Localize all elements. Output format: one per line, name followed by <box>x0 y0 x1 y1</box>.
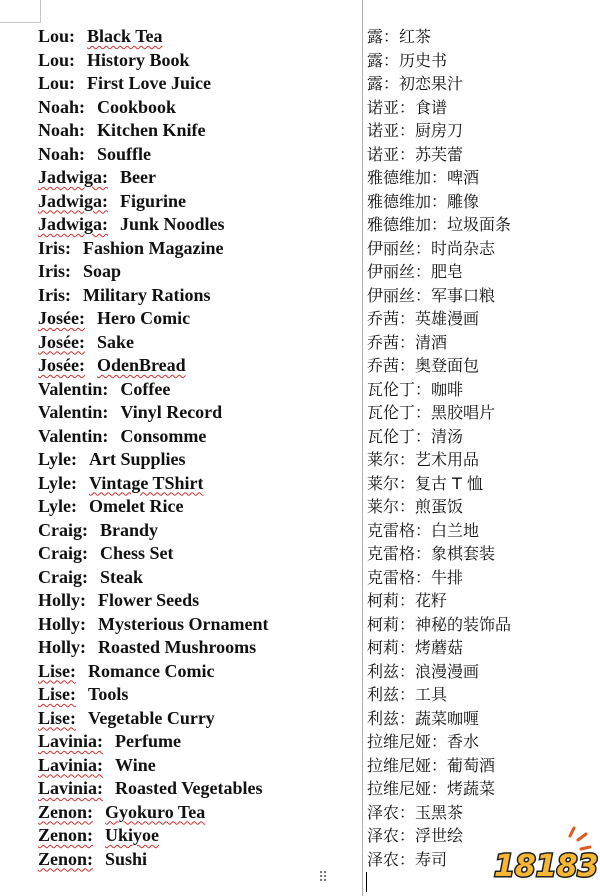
gift-row-zh: 拉维尼娅：葡萄酒 <box>367 755 496 775</box>
character-name: Craig: <box>38 566 88 587</box>
character-name: Iris: <box>38 284 71 305</box>
gift-row-en <box>38 730 358 754</box>
character-name: Lavinia: <box>38 731 104 751</box>
gift-row-en <box>38 801 358 825</box>
gift-name: History Book <box>87 49 190 70</box>
gift-row-en <box>38 401 358 425</box>
gift-row-zh: 利兹：蔬菜咖喱 <box>367 708 480 728</box>
character-name: Lyle: <box>38 449 77 469</box>
gift-row-zh: 露：红茶 <box>367 27 432 46</box>
gift-row-zh: 瓦伦丁：咖啡 <box>367 379 464 399</box>
chinese-gift-list <box>367 25 597 871</box>
gift-name: Kitchen Knife <box>97 120 206 140</box>
gift-row-zh: 伊丽丝：时尚杂志 <box>367 238 496 258</box>
gift-row-zh: 露：历史书 <box>367 50 448 70</box>
logo-text: 18183 <box>494 849 598 884</box>
gift-name: Souffle <box>97 143 152 164</box>
gift-row-en <box>38 613 358 637</box>
gift-row-en <box>38 425 358 449</box>
gift-name: Vinyl Record <box>120 402 223 422</box>
character-name: Valentin: <box>38 425 109 446</box>
logo-sparkle-icon <box>570 828 590 849</box>
character-name: Noah: <box>38 96 86 117</box>
gift-row-en <box>38 495 358 519</box>
character-name: Jadwiga: <box>38 190 109 211</box>
gift-row-en <box>38 566 358 590</box>
gift-row-zh: 泽农：寿司 <box>367 849 448 869</box>
gift-row-en <box>38 542 358 566</box>
gift-name: Coffee <box>120 378 171 399</box>
gift-name: Black Tea <box>87 26 163 46</box>
gift-name: Fashion Magazine <box>83 237 224 258</box>
gift-row-en <box>38 331 358 355</box>
gift-row-zh: 伊丽丝：肥皂 <box>367 262 464 281</box>
gift-row-zh: 利兹：工具 <box>367 685 448 704</box>
gift-row-en <box>38 284 358 308</box>
character-name: Lise: <box>38 684 76 704</box>
gift-row-zh: 雅德维加：垃圾面条 <box>367 215 512 234</box>
character-name: Craig: <box>38 543 88 563</box>
gift-name: Soap <box>83 261 122 281</box>
gift-row-en <box>38 307 358 331</box>
character-name: Holly: <box>38 637 86 657</box>
english-gift-list <box>38 25 358 871</box>
gift-row-zh: 拉维尼娅：烤蔬菜 <box>367 779 496 798</box>
character-name: Zenon: <box>38 825 94 845</box>
character-name: Noah: <box>38 143 86 164</box>
gift-row-zh: 克雷格：白兰地 <box>367 520 480 540</box>
gift-name: Vintage TShirt <box>89 472 204 493</box>
character-name: Valentin: <box>38 402 109 422</box>
gift-row-en <box>38 589 358 613</box>
character-name: Holly: <box>38 613 86 634</box>
gift-name: Figurine <box>120 190 187 211</box>
gift-row-zh: 瓦伦丁：清汤 <box>367 426 464 446</box>
character-name: Noah: <box>38 120 86 140</box>
gift-row-en <box>38 25 358 49</box>
gift-row-en <box>38 636 358 660</box>
gift-row-zh: 柯莉：神秘的装饰品 <box>367 614 512 634</box>
gift-row-en <box>38 660 358 684</box>
gift-name: Military Rations <box>83 284 211 305</box>
gift-name: Junk Noodles <box>120 214 225 234</box>
gift-row-en <box>38 72 358 96</box>
gift-name: Omelet Rice <box>89 496 184 516</box>
character-name: Iris: <box>38 237 71 258</box>
gift-name: Roasted Vegetables <box>115 778 263 798</box>
gift-name: Mysterious Ornament <box>98 613 269 634</box>
gift-row-zh: 诺亚：食谱 <box>367 97 448 117</box>
character-name: Lou: <box>38 73 76 93</box>
gift-row-en <box>38 143 358 167</box>
gift-name: Perfume <box>115 731 181 751</box>
character-name: Zenon: <box>38 801 94 822</box>
character-name: Josée: <box>38 308 85 328</box>
gift-name: Sushi <box>105 848 148 869</box>
gift-row-en <box>38 519 358 543</box>
gift-row-zh: 雅德维加：啤酒 <box>367 168 480 187</box>
gift-name: Romance Comic <box>88 660 215 681</box>
gift-name: First Love Juice <box>87 73 211 93</box>
gift-row-en <box>38 448 358 472</box>
gift-name: OdenBread <box>96 355 186 375</box>
gift-row-en <box>38 166 358 190</box>
gift-name: Tools <box>88 684 129 704</box>
character-name: Lyle: <box>38 496 77 516</box>
gift-name: Ukiyoe <box>105 825 160 845</box>
gift-row-en <box>38 190 358 214</box>
gift-row-en <box>38 777 358 801</box>
gift-row-zh: 诺亚：厨房刀 <box>367 121 464 140</box>
gift-name: Beer <box>120 167 156 187</box>
gift-row-en <box>38 824 358 848</box>
gift-row-en <box>38 213 358 237</box>
gift-row-en <box>38 848 358 872</box>
gift-row-zh: 雅德维加：雕像 <box>367 191 480 211</box>
character-name: Jadwiga: <box>38 167 109 187</box>
gift-name: Wine <box>115 754 156 775</box>
gift-name: Consomme <box>120 425 207 446</box>
gift-row-zh: 莱尔：煎蛋饭 <box>367 497 464 516</box>
character-name: Lavinia: <box>38 754 104 775</box>
text-cursor <box>366 872 367 892</box>
gift-row-en <box>38 378 358 402</box>
gift-row-zh: 莱尔：复古 T 恤 <box>367 473 483 493</box>
gift-row-en <box>38 754 358 778</box>
character-name: Lyle: <box>38 472 77 493</box>
gift-row-zh: 柯莉：烤蘑菇 <box>367 638 464 657</box>
character-name: Jadwiga: <box>38 214 109 234</box>
gift-row-en <box>38 707 358 731</box>
gift-row-en <box>38 260 358 284</box>
gift-row-zh: 泽农：浮世绘 <box>367 826 464 845</box>
gift-row-zh: 乔茜：奥登面包 <box>367 356 480 375</box>
character-name: Lise: <box>38 660 76 681</box>
character-name: Josée: <box>38 331 85 352</box>
character-name: Valentin: <box>38 378 109 399</box>
gift-row-en <box>38 96 358 120</box>
gift-row-zh: 瓦伦丁：黑胶唱片 <box>367 403 496 422</box>
character-name: Lavinia: <box>38 778 104 798</box>
gift-row-zh: 克雷格：象棋套装 <box>367 544 496 563</box>
character-name: Lou: <box>38 26 76 46</box>
gift-row-zh: 克雷格：牛排 <box>367 567 464 587</box>
gift-name: Hero Comic <box>96 308 191 328</box>
gift-row-zh: 利兹：浪漫漫画 <box>367 661 480 681</box>
page-corner-marker <box>0 0 41 23</box>
character-name: Craig: <box>38 519 88 540</box>
gift-row-zh: 诺亚：苏芙蕾 <box>367 144 464 164</box>
watermark-logo <box>488 822 598 892</box>
character-name: Holly: <box>38 590 86 610</box>
gift-row-en <box>38 472 358 496</box>
gift-row-zh: 露：初恋果汁 <box>367 74 464 93</box>
gift-row-zh: 泽农：玉黑茶 <box>367 802 464 822</box>
gift-row-zh: 莱尔：艺术用品 <box>367 450 480 469</box>
column-divider <box>362 0 363 896</box>
gift-row-zh: 伊丽丝：军事口粮 <box>367 285 496 305</box>
gift-row-zh: 乔茜：英雄漫画 <box>367 309 480 328</box>
character-name: Iris: <box>38 261 71 281</box>
gift-name: Sake <box>96 331 134 352</box>
gift-name: Roasted Mushrooms <box>98 637 257 657</box>
gift-row-en <box>38 49 358 73</box>
gift-name: Gyokuro Tea <box>105 801 206 822</box>
gift-name: Chess Set <box>99 543 174 563</box>
gift-name: Flower Seeds <box>98 590 200 610</box>
gift-row-zh: 乔茜：清酒 <box>367 332 448 352</box>
gift-row-en <box>38 683 358 707</box>
character-name: Lise: <box>38 707 76 728</box>
gift-name: Art Supplies <box>89 449 186 469</box>
character-name: Josée: <box>38 355 85 375</box>
move-handle-icon[interactable]: ⠿ <box>318 870 328 886</box>
gift-name: Steak <box>99 566 143 587</box>
gift-name: Vegetable Curry <box>88 707 215 728</box>
gift-row-zh: 拉维尼娅：香水 <box>367 732 480 751</box>
gift-row-en <box>38 119 358 143</box>
character-name: Lou: <box>38 49 76 70</box>
character-name: Zenon: <box>38 848 94 869</box>
gift-name: Cookbook <box>97 96 177 117</box>
gift-name: Brandy <box>99 519 159 540</box>
gift-row-en <box>38 237 358 261</box>
gift-row-zh: 柯莉：花籽 <box>367 591 448 610</box>
gift-row-en <box>38 354 358 378</box>
